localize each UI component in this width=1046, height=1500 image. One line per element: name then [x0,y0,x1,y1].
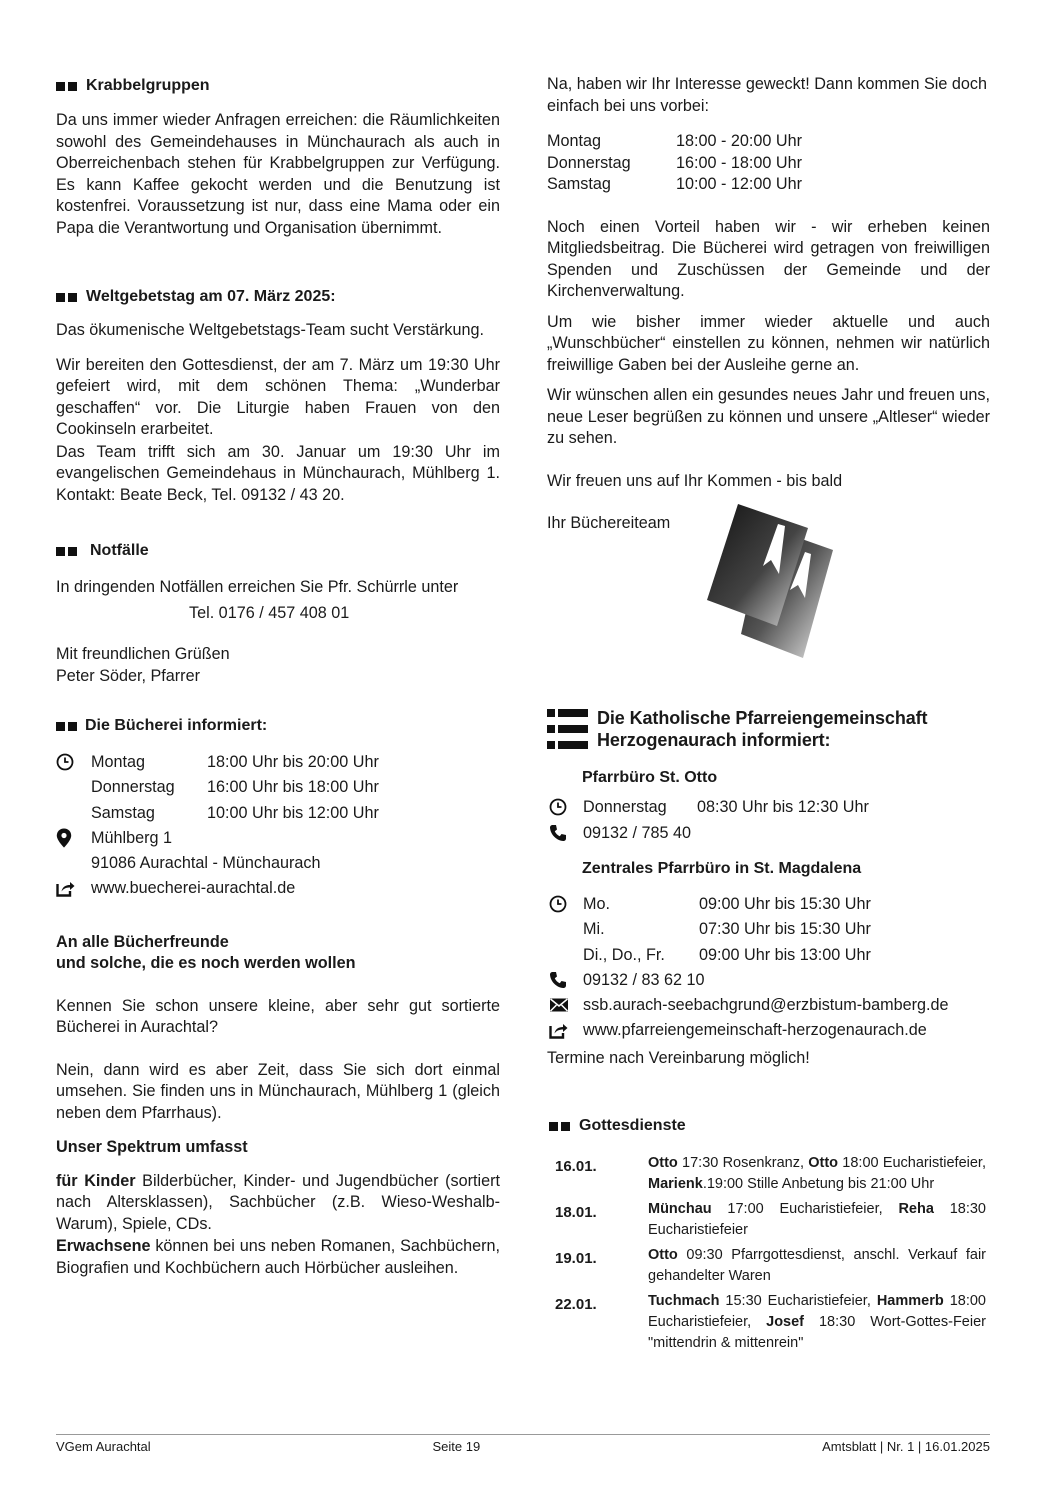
weltgebet-p3: Das Team trifft sich am 30. Januar um 19:30 Uhr im evangelischen Gemeindehaus in Münchaurach, Mühlberg 1. Kontakt: Beate Beck, Tel. 09132 / 43 20. [56,442,500,504]
gottesdienste-heading: Gottesdienste [549,1116,686,1136]
otto-heading: Pfarrbüro St. Otto [582,769,718,786]
zentral-time: 09:00 Uhr bis 15:30 Uhr [699,895,871,913]
erwachsene-text: können bei uns neben Romanen, Sachbüchern, Biografien und Kochbüchern auch Hörbücher ausleihen. [56,1237,500,1277]
otto-day: Donnerstag [583,798,667,816]
zentral-heading: Zentrales Pfarrbüro in St. Magdalena [582,860,862,877]
vorteil-text: Noch einen Vorteil haben wir - wir erheben keinen Mitgliedsbeitrag. Die Bücherei wird getragen von freiwilligen Spenden und Zuschüssen der Gemeinde und der Kirchenverwaltung. [547,217,990,300]
footer-page-number: Seite 19 [432,1439,481,1454]
krabbel-heading: Krabbelgruppen [56,76,500,96]
footer-left: VGem Aurachtal [56,1439,151,1454]
phone-icon [549,970,569,990]
spektrum-kinder [56,1171,500,1236]
service-date: 22.01. [555,1296,597,1313]
otto-info [549,795,869,846]
service-date: 16.01. [555,1158,597,1175]
bullet-icon [56,82,65,91]
service-date: 19.01. [555,1250,597,1267]
kinder-label: für Kinder [56,1171,136,1190]
otto-time: 08:30 Uhr bis 12:30 Uhr [697,798,869,816]
freunde-heading-2: und solche, die es noch werden wollen [56,954,356,973]
zentral-day: Di., Do., Fr. [583,945,665,964]
hours-time: 18:00 - 20:00 Uhr [676,132,802,150]
service-text: Münchau 17:00 Eucharistiefeier, Reha 18:30 Eucharistiefeier [648,1201,986,1238]
bullet-icon [68,293,77,302]
bullet-icon [561,1122,570,1131]
kath-heading-line2: Herzogenaurach informiert: [597,730,831,750]
zentral-time: 07:30 Uhr bis 15:30 Uhr [699,920,871,939]
service-text: Otto 17:30 Rosenkranz, Otto 18:00 Eucharistiefeier, Marienk.19:00 Stille Anbetung bis 21:00 Uhr [648,1155,986,1192]
right-hours [547,131,990,196]
hours-time: 10:00 - 12:00 Uhr [676,175,802,193]
clock-icon [56,752,76,772]
bullet-icon [56,722,65,731]
service-entry [555,1199,986,1241]
hours-day: Donnerstag [547,153,631,172]
bullet-icon [68,547,77,556]
hours-time: 16:00 Uhr bis 18:00 Uhr [207,778,379,797]
buecherei-p1: Kennen Sie schon unsere kleine, aber sehr gut sortierte Bücherei in Aurachtal? [56,996,500,1037]
weltgebet-p1: Das ökumenische Weltgebetstags-Team sucht Verstärkung. [56,321,484,339]
krabbel-text: Da uns immer wieder Anfragen erreichen: die Räumlichkeiten sowohl des Gemeindehauses in Münchaurach als auch in Oberreichenbach stehen für Krabbelgruppen zur Verfügung. Es kann Kaffee gekocht werden und die Benutzung ist kostenfrei. Voraussetzung ist nur, dass eine Mama oder ein Papa die Verantwortung und Organisation übernimmt. [56,111,500,237]
bullet-icon [56,293,65,302]
hours-day: Samstag [91,803,155,822]
page-footer [56,1434,990,1454]
buecherei-info [56,750,500,902]
address-line1: Mühlberg 1 [91,828,172,847]
zentral-info [549,892,949,1044]
external-link-icon [549,1020,569,1040]
hours-time: 16:00 - 18:00 Uhr [676,153,802,172]
kinder-text: Bilderbücher, Kinder- und Jugendbücher (sortiert nach Altersklassen), Sachbücher (z.B. Wieso-Weshalb-Warum), Spiele, CDs. [56,1171,500,1233]
notfaelle-phone: Tel. 0176 / 457 408 01 [189,603,350,622]
location-pin-icon [56,828,76,848]
hours-time: 10:00 Uhr bis 12:00 Uhr [207,803,379,822]
right-column [547,74,990,535]
kath-heading [597,707,927,751]
service-entry [555,1245,986,1287]
hours-day: Montag [91,753,145,771]
left-column [56,74,500,1279]
kath-email-link[interactable]: ssb.aurach-seebachgrund@erzbistum-bamberg.de [583,996,949,1015]
service-date: 18.01. [555,1204,597,1221]
buecherei-p2: Nein, dann wird es aber Zeit, dass Sie sich dort einmal umsehen. Sie finden uns in Münchaurach, Mühlberg 1 (gleich neben dem Pfarrhaus). [56,1060,500,1122]
hours-day: Donnerstag [91,778,175,797]
service-entry [555,1291,986,1354]
spektrum-erwachsene [56,1236,500,1279]
buecherei-website-link[interactable]: www.buecherei-aurachtal.de [91,879,296,898]
zentral-day: Mi. [583,920,605,939]
zentral-day: Mo. [583,895,610,913]
kath-website-link[interactable]: www.pfarreiengemeinschaft-herzogenaurach.de [583,1021,927,1040]
footer-right: Amtsblatt | Nr. 1 | 16.01.2025 [822,1439,990,1454]
service-entry [555,1153,986,1195]
hours-time: 18:00 Uhr bis 20:00 Uhr [207,753,379,771]
erwachsene-label: Erwachsene [56,1237,151,1256]
termine-text: Termine nach Vereinbarung möglich! [547,1049,810,1067]
spektrum-heading: Unser Spektrum umfasst [56,1138,248,1157]
service-text: Tuchmach 15:30 Eucharistiefeier, Hammerb 18:00 Eucharistiefeier, Josef 18:30 Wort-Gottes-Feier "mittendrin & mittenrein" [648,1293,986,1351]
buecherei-heading: Die Bücherei informiert: [56,716,500,736]
freuen-text: Wir freuen uns auf Ihr Kommen - bis bald [547,471,843,490]
zentral-phone: 09132 / 83 62 10 [583,970,705,989]
zentral-time: 09:00 Uhr bis 13:00 Uhr [699,945,871,964]
freunde-heading-1: An alle Bücherfreunde [56,932,229,951]
bullet-icon [549,1122,558,1131]
kath-heading-line1: Die Katholische Pfarreiengemeinschaft [597,708,928,728]
otto-phone: 09132 / 785 40 [583,823,692,842]
bullet-icon [68,722,77,731]
gottesdienste-list [555,1153,986,1354]
notfaelle-heading: Notfälle [56,541,500,561]
weltgebet-heading: Weltgebetstag am 07. März 2025: [56,287,500,307]
greeting-line1: Mit freundlichen Grüßen [56,645,230,663]
clock-icon [549,894,569,914]
mail-icon [549,995,569,1015]
service-text: Otto 09:30 Pfarrgottesdienst, anschl. Verkauf fair gehandelter Waren [648,1247,986,1284]
external-link-icon [56,878,76,898]
phone-icon [549,823,569,843]
hours-day: Montag [547,132,601,150]
signature: Ihr Büchereiteam [547,514,671,532]
weltgebet-p2: Wir bereiten den Gottesdienst, der am 7. März um 19:30 Uhr gefeiert wird, mit dem schönen Thema: „Wunderbar geschaffen“ vor. Die Liturgie haben Frauen von den Cookinseln erarbeitet. [56,355,500,438]
books-logo [705,500,837,660]
address-line2: 91086 Aurachtal - Münchaurach [91,854,321,873]
clock-icon [549,797,569,817]
bullet-icon [56,547,65,556]
interest-text: Na, haben wir Ihr Interesse geweckt! Dann kommen Sie doch einfach bei uns vorbei: [547,75,987,115]
neujahr-text: Wir wünschen allen ein gesundes neues Jahr und freuen uns, neue Leser begrüßen zu können und unsere „Altleser“ wieder zu sehen. [547,386,990,447]
notfaelle-line1: In dringenden Notfällen erreichen Sie Pfr. Schürrle unter [56,578,459,596]
hours-day: Samstag [547,175,611,193]
kath-logo [547,709,588,749]
greeting-line2: Peter Söder, Pfarrer [56,666,200,685]
wunsch-text: Um wie bisher immer wieder aktuelle und auch „Wunschbücher“ einstellen zu können, nehmen wir natürlich freiwillige Gaben bei der Ausleihe gerne an. [547,312,990,374]
bullet-icon [68,82,77,91]
